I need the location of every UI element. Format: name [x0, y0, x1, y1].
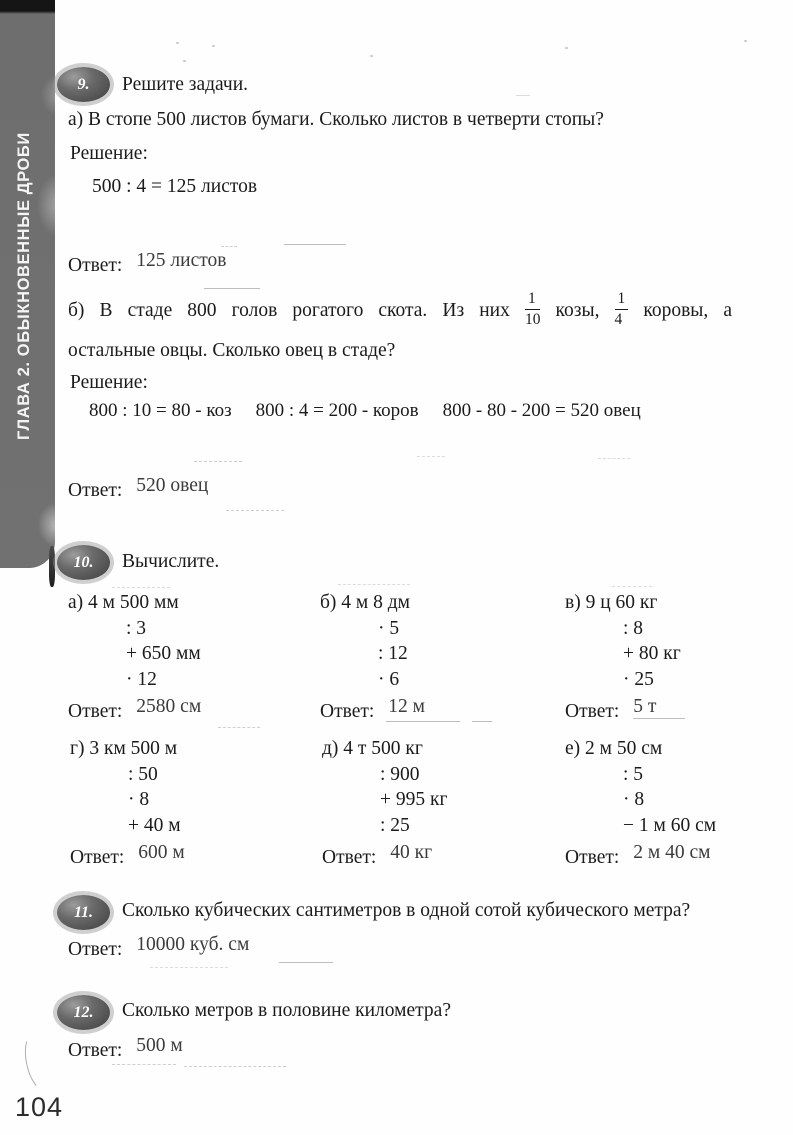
- calc-op: : 8: [623, 617, 644, 639]
- scan-speck: [212, 45, 215, 47]
- answer-value: 5 т: [633, 696, 657, 717]
- p9b-solution-2: 800 : 4 = 200 - коров: [255, 400, 419, 421]
- answer-label: Ответ:: [322, 847, 377, 868]
- p11-answer-row: [68, 934, 250, 961]
- chapter-sidebar: [0, 0, 55, 568]
- calc-op: : 12: [378, 643, 408, 664]
- answer-blank-line: [226, 510, 284, 511]
- p9a-solution: 500 : 4 = 125 листов: [92, 176, 258, 197]
- answer-value: 12 м: [388, 696, 426, 717]
- calc-answer-row: [565, 842, 716, 871]
- calc-op: · 5: [378, 617, 400, 639]
- p9b-answer-row: [68, 475, 209, 502]
- p9b-solution-row: [89, 400, 641, 422]
- answer-value: 2580 см: [136, 696, 202, 717]
- problem-9-title: Решите задачи.: [122, 74, 249, 95]
- answer-label: Ответ:: [565, 847, 620, 868]
- p9b-question-start: б) В стаде 800 голов рогатого скота. Из них: [68, 300, 510, 321]
- p12-answer-value: 500 м: [136, 1035, 183, 1056]
- answer-blank-line: [218, 727, 260, 728]
- p11-answer-label: Ответ:: [68, 939, 123, 960]
- calc-op: · 25: [623, 668, 654, 690]
- calc-op: − 1 м 60 см: [623, 814, 717, 836]
- problem-11-question: Сколько кубических сантиметров в одной сотой кубического метра?: [122, 900, 691, 921]
- answer-blank-line: [150, 967, 228, 968]
- answer-blank-line: [338, 584, 410, 585]
- p12-answer-label: Ответ:: [68, 1040, 123, 1061]
- p9b-answer-value: 520 овец: [136, 475, 209, 496]
- calc-answer-row: [565, 696, 681, 725]
- fraction-denominator: 4: [614, 311, 623, 329]
- p9a-answer-row: [68, 250, 227, 277]
- answer-blank-line: [112, 587, 170, 588]
- answer-blank-line: [284, 244, 346, 245]
- answer-label: Ответ:: [565, 701, 620, 722]
- problem-10-title: Вычислите.: [122, 551, 220, 572]
- p12-answer-row: [68, 1035, 183, 1062]
- scan-speck: [176, 42, 179, 44]
- calc-head: а) 4 м 500 мм: [68, 592, 179, 613]
- fraction-numerator: 1: [615, 290, 629, 310]
- problem-12-number: 12.: [73, 1003, 94, 1021]
- calc-op: : 5: [623, 763, 644, 785]
- problem-11-number: 11.: [73, 903, 94, 921]
- calc-column-g: [70, 736, 185, 871]
- scan-speck: [744, 40, 747, 42]
- calc-head: е) 2 м 50 см: [565, 738, 663, 759]
- answer-blank-line: [386, 721, 460, 722]
- p9a-answer-label: Ответ:: [68, 255, 123, 276]
- problem-9-number: 9.: [77, 75, 90, 93]
- calc-head: д) 4 т 500 кг: [322, 738, 423, 759]
- calc-op: + 40 м: [128, 814, 181, 836]
- calc-op: + 995 кг: [380, 789, 448, 810]
- calc-op: : 50: [128, 763, 158, 785]
- calc-head: в) 9 ц 60 кг: [565, 592, 658, 613]
- calc-op: : 3: [126, 617, 147, 639]
- scan-speck: [370, 55, 373, 57]
- calc-op: · 6: [378, 668, 400, 690]
- calc-head: б) 4 м 8 дм: [320, 592, 411, 613]
- p9a-solution-label: Решение:: [70, 143, 148, 164]
- calc-column-d: [322, 736, 447, 871]
- calc-answer-row: [70, 842, 185, 871]
- calc-head: г) 3 км 500 м: [70, 738, 178, 759]
- p9b-question-line2: остальные овцы. Сколько овец в стаде?: [68, 340, 396, 361]
- calc-op: · 8: [623, 789, 645, 810]
- p9b-solution-label: Решение:: [70, 372, 148, 393]
- fraction-denominator: 10: [524, 311, 541, 329]
- calc-column-v: [565, 590, 681, 725]
- calc-op: · 8: [128, 789, 150, 810]
- answer-value: 40 кг: [390, 842, 433, 863]
- calc-answer-row: [68, 696, 202, 725]
- p9b-question-line1: [68, 286, 732, 336]
- calc-op: : 25: [380, 814, 410, 836]
- pencil-curve-artifact: [20, 1032, 55, 1092]
- calc-op: : 900: [380, 763, 420, 785]
- p9b-question-mid: козы,: [555, 300, 600, 321]
- p9b-answer-label: Ответ:: [68, 480, 123, 501]
- problem-10-badge: [57, 545, 110, 580]
- answer-blank-line: [221, 246, 237, 247]
- p9a-question: а) В стопе 500 листов бумаги. Сколько листов в четверти стопы?: [68, 109, 604, 130]
- fraction-one-tenth: [525, 290, 541, 329]
- problem-12-question: Сколько метров в половине километра?: [122, 1000, 451, 1021]
- fraction-one-quarter: [615, 290, 629, 329]
- scan-speck: [183, 60, 186, 62]
- answer-blank-line: [204, 288, 260, 289]
- calc-op: + 650 мм: [126, 643, 201, 664]
- answer-blank-line: [598, 458, 630, 459]
- problem-11-badge: [57, 895, 110, 930]
- p9b-solution-1: 800 : 10 = 80 - коз: [89, 400, 232, 421]
- calc-column-a: [68, 590, 201, 725]
- calc-column-b: [320, 590, 425, 725]
- calc-op: · 12: [126, 668, 157, 690]
- answer-blank-line: [612, 586, 652, 587]
- answer-value: 2 м 40 см: [633, 842, 711, 863]
- p11-answer-value: 10000 куб. см: [136, 934, 250, 955]
- answer-blank-line: [279, 962, 333, 963]
- answer-blank-line: [112, 1064, 176, 1065]
- scan-speck: [565, 47, 568, 49]
- chapter-title: ГЛАВА 2. ОБЫКНОВЕННЫЕ ДРОБИ: [15, 132, 33, 440]
- answer-label: Ответ:: [70, 847, 125, 868]
- answer-value: 600 м: [138, 842, 185, 863]
- calc-answer-row: [322, 842, 447, 871]
- answer-blank-line: [417, 456, 445, 457]
- calc-column-e: [565, 736, 716, 871]
- problem-9-badge: [57, 67, 110, 102]
- problem-12-badge: [57, 995, 110, 1030]
- fraction-numerator: 1: [525, 290, 541, 310]
- page-number: 104: [15, 1092, 64, 1122]
- answer-blank-line: [633, 718, 685, 719]
- calc-op: + 80 кг: [623, 643, 681, 664]
- spine-shadow-artifact: [49, 546, 55, 587]
- p9b-solution-3: 800 - 80 - 200 = 520 овец: [442, 400, 641, 421]
- answer-blank-line: [184, 1066, 286, 1067]
- answer-label: Ответ:: [68, 701, 123, 722]
- answer-label: Ответ:: [320, 701, 375, 722]
- scan-dash: [516, 95, 530, 96]
- p9b-question-end: коровы, а: [643, 300, 733, 321]
- p9a-answer-value: 125 листов: [136, 250, 227, 271]
- answer-blank-line: [194, 461, 242, 462]
- answer-blank-line: [472, 721, 492, 722]
- problem-10-number: 10.: [73, 553, 94, 571]
